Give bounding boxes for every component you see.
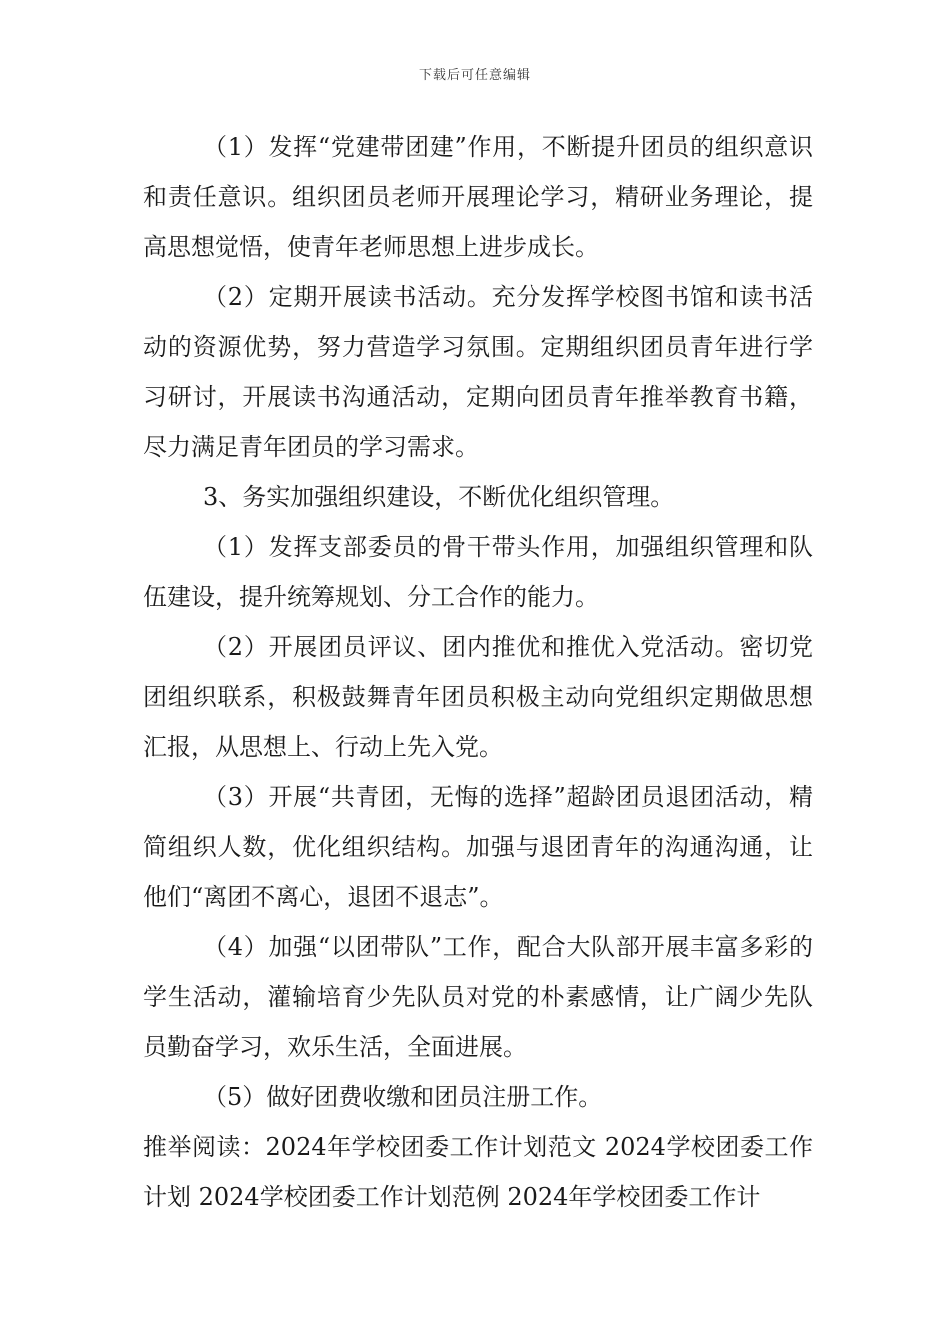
document-body [143, 122, 813, 1222]
paragraph-1-2: （2）定期开展读书活动。充分发挥学校图书馆和读书活动的资源优势，努力营造学习氛围。定期组织团员青年进行学习研讨，开展读书沟通活动，定期向团员青年推举教育书籍，尽力满足青年团员的学习需求。 [143, 283, 813, 461]
paragraph-3-1: （1）发挥支部委员的骨干带头作用，加强组织管理和队伍建设，提升统筹规划、分工合作的能力。 [143, 533, 813, 611]
paragraph-3-5: （5）做好团费收缴和团员注册工作。 [203, 1083, 603, 1111]
paragraph-3-2: （2）开展团员评议、团内推优和推优入党活动。密切党团组织联系，积极鼓舞青年团员积极主动向党组织定期做思想汇报，从思想上、行动上先入党。 [143, 633, 813, 761]
recommended-reading: 推举阅读：2024年学校团委工作计划范文 2024学校团委工作计划 2024学校团委工作计划范例 2024年学校团委工作计 [143, 1133, 813, 1211]
paragraph-1-1: （1）发挥“党建带团建”作用，不断提升团员的组织意识和责任意识。组织团员老师开展理论学习，精研业务理论，提高思想觉悟，使青年老师思想上进步成长。 [143, 133, 813, 261]
page-header: 下载后可任意编辑 [418, 68, 531, 83]
paragraph-3-4: （4）加强“以团带队”工作，配合大队部开展丰富多彩的学生活动，灌输培育少先队员对党的朴素感情，让广阔少先队员勤奋学习，欢乐生活，全面进展。 [143, 933, 813, 1061]
section-heading-3: 3、务实加强组织建设，不断优化组织管理。 [203, 483, 675, 511]
paragraph-3-3: （3）开展“共青团，无悔的选择”超龄团员退团活动，精简组织人数，优化组织结构。加强与退团青年的沟通沟通，让他们“离团不离心，退团不退志”。 [143, 783, 813, 911]
